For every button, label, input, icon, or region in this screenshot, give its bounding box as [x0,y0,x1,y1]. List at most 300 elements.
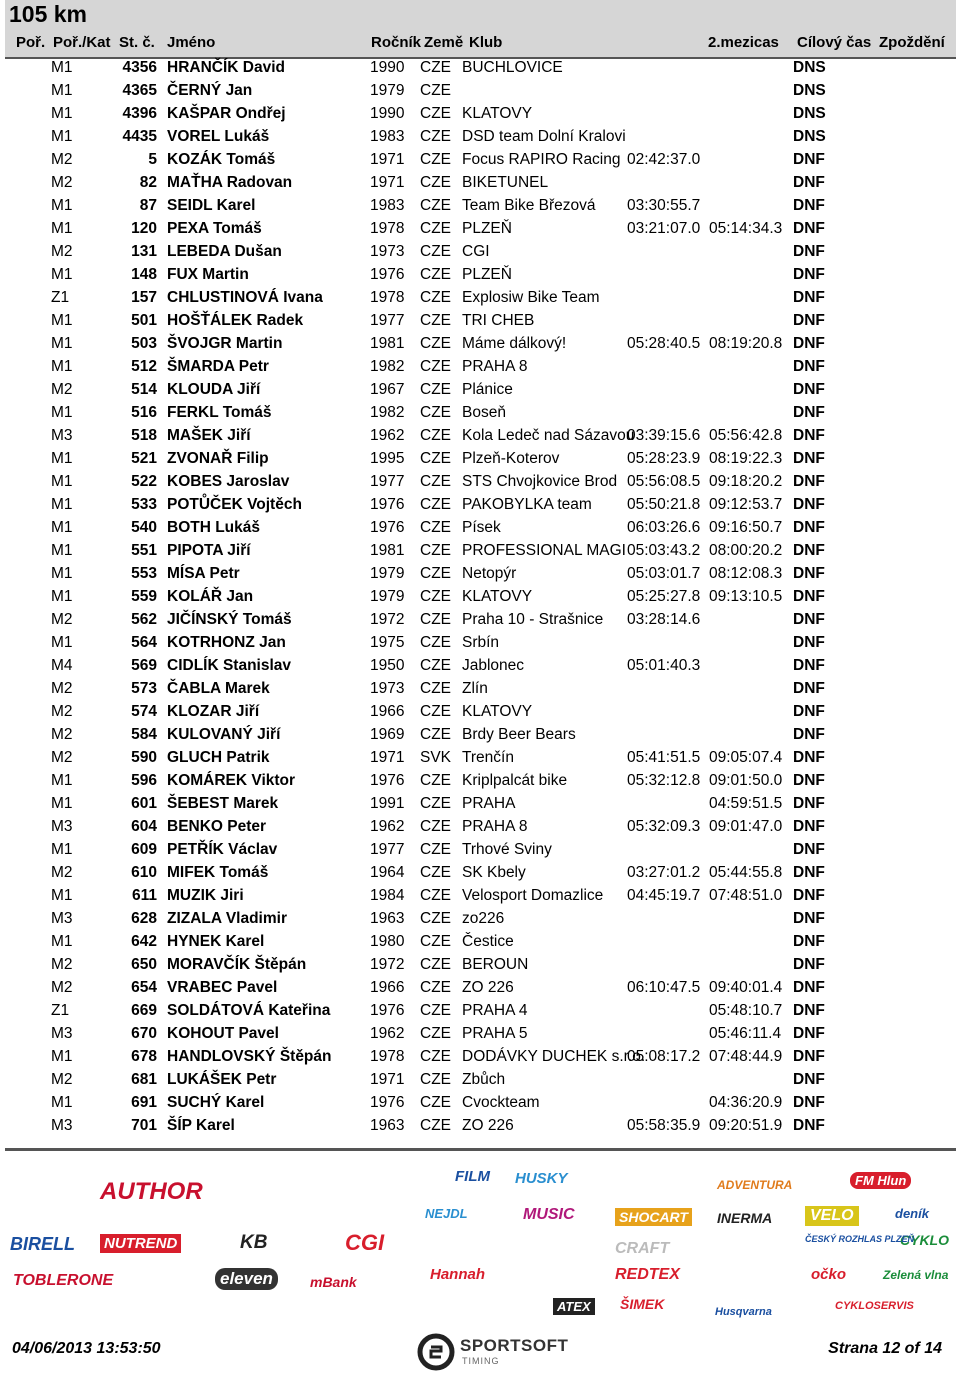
start-number-cell: 601 [131,795,157,812]
club-cell: STS Chvojkovice Brod [462,473,618,490]
category-cell: M4 [51,657,73,674]
club-cell: Čestice [462,933,514,950]
col-jmeno: Jméno [167,34,216,51]
club-cell: Trhové Sviny [462,841,552,858]
year-cell: 1990 [370,105,405,122]
finish-time-cell: 09:18:20.2 [709,473,783,490]
finish-time-cell: 05:46:11.4 [709,1025,782,1042]
club-cell: Kriplpalcát bike [462,772,568,789]
col-klub: Klub [469,34,503,51]
club-cell: PLZEŇ [462,220,512,237]
table-row [0,931,960,954]
year-cell: 1990 [370,59,405,76]
country-cell: CZE [420,542,451,559]
page-number: Strana 12 of 14 [828,1340,942,1357]
category-cell: M1 [51,772,73,789]
category-cell: M2 [51,611,73,628]
finish-time-cell: 04:59:51.5 [709,795,783,812]
sponsor-logo: ČESKÝ ROZHLAS PLZEŇ [805,1234,915,1244]
category-cell: M1 [51,588,73,605]
sponsor-logo: AUTHOR [100,1178,203,1205]
name-cell: PIPOTA Jiří [167,542,251,559]
club-cell: TRI CHEB [462,312,535,329]
start-number-cell: 669 [131,1002,157,1019]
club-cell: Netopýr [462,565,517,582]
club-cell: Brdy Beer Bears [462,726,576,743]
status-cell: DNF [793,381,825,398]
sportsoft-tagline: TIMING [462,1356,500,1366]
club-cell: CGI [462,243,490,260]
status-cell: DNF [793,1025,825,1042]
name-cell: VOREL Lukáš [167,128,270,145]
start-number-cell: 5 [148,151,157,168]
status-cell: DNF [793,818,825,835]
table-row [0,126,960,149]
name-cell: MORAVČÍK Štěpán [167,956,307,973]
year-cell: 1962 [370,1025,405,1042]
status-cell: DNF [793,266,825,283]
sponsor-logo: BIRELL [10,1234,75,1254]
finish-time-cell: 07:48:44.9 [709,1048,783,1065]
status-cell: DNF [793,496,825,513]
sponsor-logo: VELO [805,1206,859,1226]
start-number-cell: 678 [131,1048,157,1065]
sponsor-logos [5,1160,956,1330]
name-cell: SOLDÁTOVÁ Kateřina [167,1002,331,1019]
category-cell: M3 [51,1025,73,1042]
club-cell: BIKETUNEL [462,174,549,191]
sponsor-logo: CYKLOSERVIS [835,1300,914,1312]
name-cell: ŠVOJGR Martin [167,335,283,352]
country-cell: CZE [420,565,451,582]
country-cell: CZE [420,335,451,352]
year-cell: 1973 [370,243,405,260]
split-time-cell: 05:41:51.5 [627,749,701,766]
category-cell: M1 [51,496,73,513]
split-time-cell: 05:32:09.3 [627,818,701,835]
finish-time-cell: 05:48:10.7 [709,1002,783,1019]
status-cell: DNF [793,956,825,973]
col-por: Poř. [16,34,46,51]
split-time-cell: 03:39:15.6 [627,427,701,444]
category-cell: M1 [51,634,73,651]
club-cell: KLATOVY [462,703,533,720]
country-cell: CZE [420,1048,451,1065]
table-end-divider [5,1148,956,1151]
start-number-cell: 584 [131,726,157,743]
status-cell: DNF [793,565,825,582]
category-cell: M1 [51,1048,73,1065]
year-cell: 1995 [370,450,405,467]
col-mezicas: 2.mezicas [708,34,779,51]
table-row [0,264,960,287]
sponsor-logo: ATEX [553,1298,595,1315]
name-cell: VRABEC Pavel [167,979,278,996]
table-row [0,402,960,425]
year-cell: 1991 [370,795,405,812]
status-cell: DNF [793,542,825,559]
finish-time-cell: 05:44:55.8 [709,864,783,881]
name-cell: KAŠPAR Ondřej [167,105,286,122]
start-number-cell: 551 [131,542,157,559]
split-time-cell: 05:28:23.9 [627,450,701,467]
split-time-cell: 03:27:01.2 [627,864,701,881]
club-cell: PRAHA 8 [462,358,528,375]
country-cell: CZE [420,956,451,973]
sportsoft-icon [418,1334,454,1370]
start-number-cell: 518 [131,427,157,444]
country-cell: CZE [420,1094,451,1111]
status-cell: DNF [793,772,825,789]
year-cell: 1979 [370,82,405,99]
status-cell: DNF [793,979,825,996]
club-cell: Zlín [462,680,488,697]
start-number-cell: 4435 [122,128,157,145]
start-number-cell: 512 [131,358,157,375]
table-row [0,793,960,816]
country-cell: CZE [420,404,451,421]
club-cell: PRAHA 4 [462,1002,528,1019]
sponsor-logo: CRAFT [615,1240,670,1257]
club-cell: Jablonec [462,657,525,674]
start-number-cell: 553 [131,565,157,582]
country-cell: CZE [420,519,451,536]
name-cell: LUKÁŠEK Petr [167,1071,277,1088]
status-cell: DNF [793,197,825,214]
start-number-cell: 650 [131,956,157,973]
split-time-cell: 03:28:14.6 [627,611,701,628]
table-row [0,310,960,333]
split-time-cell: 04:45:19.7 [627,887,701,904]
finish-time-cell: 04:36:20.9 [709,1094,783,1111]
name-cell: KOLÁŘ Jan [167,588,254,605]
country-cell: CZE [420,128,451,145]
year-cell: 1979 [370,565,405,582]
country-cell: CZE [420,841,451,858]
sponsor-logo: KB [240,1232,268,1253]
club-cell: Zbůch [462,1071,506,1088]
finish-time-cell: 09:13:10.5 [709,588,783,605]
status-cell: DNF [793,335,825,352]
finish-time-cell: 08:12:08.3 [709,565,783,582]
status-cell: DNF [793,657,825,674]
year-cell: 1977 [370,473,405,490]
status-cell: DNF [793,312,825,329]
year-cell: 1967 [370,381,405,398]
name-cell: MÍSA Petr [167,565,240,582]
status-cell: DNF [793,910,825,927]
start-number-cell: 610 [131,864,157,881]
start-number-cell: 574 [131,703,157,720]
name-cell: MAŠEK Jiří [167,427,251,444]
split-time-cell: 03:21:07.0 [627,220,701,237]
club-cell: Plánice [462,381,513,398]
country-cell: CZE [420,588,451,605]
category-cell: M1 [51,542,73,559]
year-cell: 1983 [370,128,405,145]
table-row [0,379,960,402]
name-cell: CHLUSTINOVÁ Ivana [167,289,323,306]
country-cell: CZE [420,910,451,927]
club-cell: Praha 10 - Strašnice [462,611,604,628]
category-cell: M2 [51,174,73,191]
year-cell: 1966 [370,703,405,720]
club-cell: DSD team Dolní Kralovi [462,128,626,145]
sponsor-logo: Husqvarna [715,1306,772,1318]
start-number-cell: 516 [131,404,157,421]
finish-time-cell: 09:12:53.7 [709,496,783,513]
table-header [5,0,956,57]
start-number-cell: 4396 [122,105,157,122]
table-row [0,908,960,931]
print-datetime: 04/06/2013 13:53:50 [12,1340,161,1357]
sponsor-logo: HUSKY [515,1170,568,1187]
col-cilovy-cas: Cílový čas [797,34,872,51]
sponsor-logo: eleven [215,1268,278,1290]
country-cell: CZE [420,818,451,835]
start-number-cell: 521 [131,450,157,467]
club-cell: PRAHA [462,795,516,812]
country-cell: CZE [420,887,451,904]
category-cell: M2 [51,749,73,766]
country-cell: CZE [420,1002,451,1019]
name-cell: HOŠŤÁLEK Radek [167,312,304,329]
status-cell: DNF [793,703,825,720]
club-cell: PRAHA 8 [462,818,528,835]
year-cell: 1976 [370,1002,405,1019]
country-cell: SVK [420,749,452,766]
results-table [0,57,960,1138]
col-zeme: Země [424,34,464,51]
club-cell: PAKOBYLKA team [462,496,592,513]
category-cell: M1 [51,565,73,582]
year-cell: 1978 [370,1048,405,1065]
table-row [0,287,960,310]
club-cell: PROFESSIONAL MAGI [462,542,626,559]
category-cell: M2 [51,381,73,398]
table-row [0,1000,960,1023]
split-time-cell: 05:03:43.2 [627,542,701,559]
category-cell: M1 [51,795,73,812]
start-number-cell: 564 [131,634,157,651]
status-cell: DNF [793,933,825,950]
name-cell: KLOZAR Jiří [167,703,260,720]
table-row [0,586,960,609]
sponsor-logo: NEJDL [425,1206,468,1221]
year-cell: 1971 [370,749,405,766]
split-time-cell: 03:30:55.7 [627,197,701,214]
start-number-cell: 596 [131,772,157,789]
start-number-cell: 573 [131,680,157,697]
year-cell: 1980 [370,933,405,950]
sponsor-logo: mBank [310,1274,357,1290]
year-cell: 1971 [370,151,405,168]
category-cell: M2 [51,243,73,260]
sponsor-logo: SHOCART [615,1208,692,1226]
year-cell: 1973 [370,680,405,697]
status-cell: DNF [793,1002,825,1019]
status-cell: DNF [793,427,825,444]
finish-time-cell: 09:01:50.0 [709,772,783,789]
name-cell: ŠMARDA Petr [167,358,269,375]
start-number-cell: 514 [131,381,157,398]
start-number-cell: 611 [131,887,157,904]
status-cell: DNF [793,289,825,306]
club-cell: KLATOVY [462,105,533,122]
table-row [0,1023,960,1046]
table-row [0,1069,960,1092]
category-cell: M1 [51,887,73,904]
year-cell: 1975 [370,634,405,651]
table-row [0,425,960,448]
status-cell: DNF [793,450,825,467]
start-number-cell: 642 [131,933,157,950]
split-time-cell: 05:08:17.2 [627,1048,701,1065]
finish-time-cell: 05:14:34.3 [709,220,783,237]
country-cell: CZE [420,496,451,513]
name-cell: HANDLOVSKÝ Štěpán [167,1048,332,1065]
category-cell: M2 [51,726,73,743]
country-cell: CZE [420,197,451,214]
table-row [0,103,960,126]
table-row [0,816,960,839]
name-cell: BENKO Peter [167,818,267,835]
status-cell: DNF [793,519,825,536]
table-row [0,1092,960,1115]
name-cell: MAŤHA Radovan [167,174,293,191]
year-cell: 1963 [370,1117,405,1134]
status-cell: DNF [793,887,825,904]
year-cell: 1978 [370,220,405,237]
country-cell: CZE [420,634,451,651]
table-row [0,540,960,563]
country-cell: CZE [420,450,451,467]
club-cell: Team Bike Březová [462,197,596,214]
name-cell: ČABLA Marek [167,680,270,697]
split-time-cell: 05:58:35.9 [627,1117,701,1134]
category-cell: M1 [51,335,73,352]
status-cell: DNF [793,1048,825,1065]
status-cell: DNS [793,82,826,99]
name-cell: GLUCH Patrik [167,749,270,766]
country-cell: CZE [420,795,451,812]
status-cell: DNF [793,634,825,651]
country-cell: CZE [420,358,451,375]
category-cell: M1 [51,312,73,329]
category-cell: M1 [51,82,73,99]
category-cell: M1 [51,1094,73,1111]
country-cell: CZE [420,1025,451,1042]
country-cell: CZE [420,1117,451,1134]
start-number-cell: 522 [131,473,157,490]
sponsor-logo: očko [811,1266,847,1283]
split-time-cell: 05:32:12.8 [627,772,701,789]
year-cell: 1976 [370,496,405,513]
sponsor-logo: FILM [455,1168,490,1185]
year-cell: 1950 [370,657,405,674]
finish-time-cell: 07:48:51.0 [709,887,783,904]
year-cell: 1976 [370,519,405,536]
country-cell: CZE [420,151,451,168]
category-cell: M3 [51,427,73,444]
start-number-cell: 562 [131,611,157,628]
country-cell: CZE [420,266,451,283]
sponsor-logo: ADVENTURA [717,1178,793,1192]
status-cell: DNS [793,128,826,145]
country-cell: CZE [420,381,451,398]
status-cell: DNF [793,473,825,490]
club-cell: Cvockteam [462,1094,540,1111]
split-time-cell: 06:03:26.6 [627,519,701,536]
year-cell: 1964 [370,864,405,881]
category-cell: M3 [51,818,73,835]
country-cell: CZE [420,703,451,720]
name-cell: ČERNÝ Jan [167,82,253,99]
sponsor-logo: NUTREND [100,1234,181,1253]
table-row [0,655,960,678]
table-row [0,862,960,885]
year-cell: 1976 [370,772,405,789]
page-title: 105 km [9,1,88,27]
table-row [0,356,960,379]
name-cell: FUX Martin [167,266,249,283]
category-cell: M1 [51,197,73,214]
category-cell: M1 [51,105,73,122]
start-number-cell: 131 [131,243,157,260]
year-cell: 1972 [370,956,405,973]
category-cell: M1 [51,404,73,421]
country-cell: CZE [420,979,451,996]
sponsor-logo: Hannah [430,1266,486,1283]
start-number-cell: 148 [131,266,157,283]
table-row [0,563,960,586]
name-cell: HRANČÍK David [167,59,285,76]
club-cell: PLZEŇ [462,266,512,283]
country-cell: CZE [420,220,451,237]
start-number-cell: 628 [131,910,157,927]
table-row [0,333,960,356]
start-number-cell: 569 [131,657,157,674]
category-cell: M1 [51,933,73,950]
split-time-cell: 05:56:08.5 [627,473,701,490]
table-row [0,701,960,724]
sponsor-logo: CYKLO [900,1232,949,1248]
table-row [0,517,960,540]
finish-time-cell: 09:40:01.4 [709,979,783,996]
status-cell: DNF [793,1094,825,1111]
sponsor-logo: MUSIC [523,1206,575,1223]
country-cell: CZE [420,82,451,99]
table-row [0,977,960,1000]
year-cell: 1984 [370,887,405,904]
year-cell: 1972 [370,611,405,628]
club-cell: PRAHA 5 [462,1025,528,1042]
table-row [0,954,960,977]
split-time-cell: 05:50:21.8 [627,496,701,513]
name-cell: LEBEDA Dušan [167,243,282,260]
name-cell: PETŘÍK Václav [167,841,278,858]
year-cell: 1976 [370,1094,405,1111]
split-time-cell: 06:10:47.5 [627,979,701,996]
name-cell: JIČÍNSKÝ Tomáš [167,611,292,628]
start-number-cell: 533 [131,496,157,513]
year-cell: 1969 [370,726,405,743]
club-cell: ZO 226 [462,979,514,996]
status-cell: DNF [793,864,825,881]
table-row [0,149,960,172]
table-row [0,241,960,264]
finish-time-cell: 09:20:51.9 [709,1117,783,1134]
